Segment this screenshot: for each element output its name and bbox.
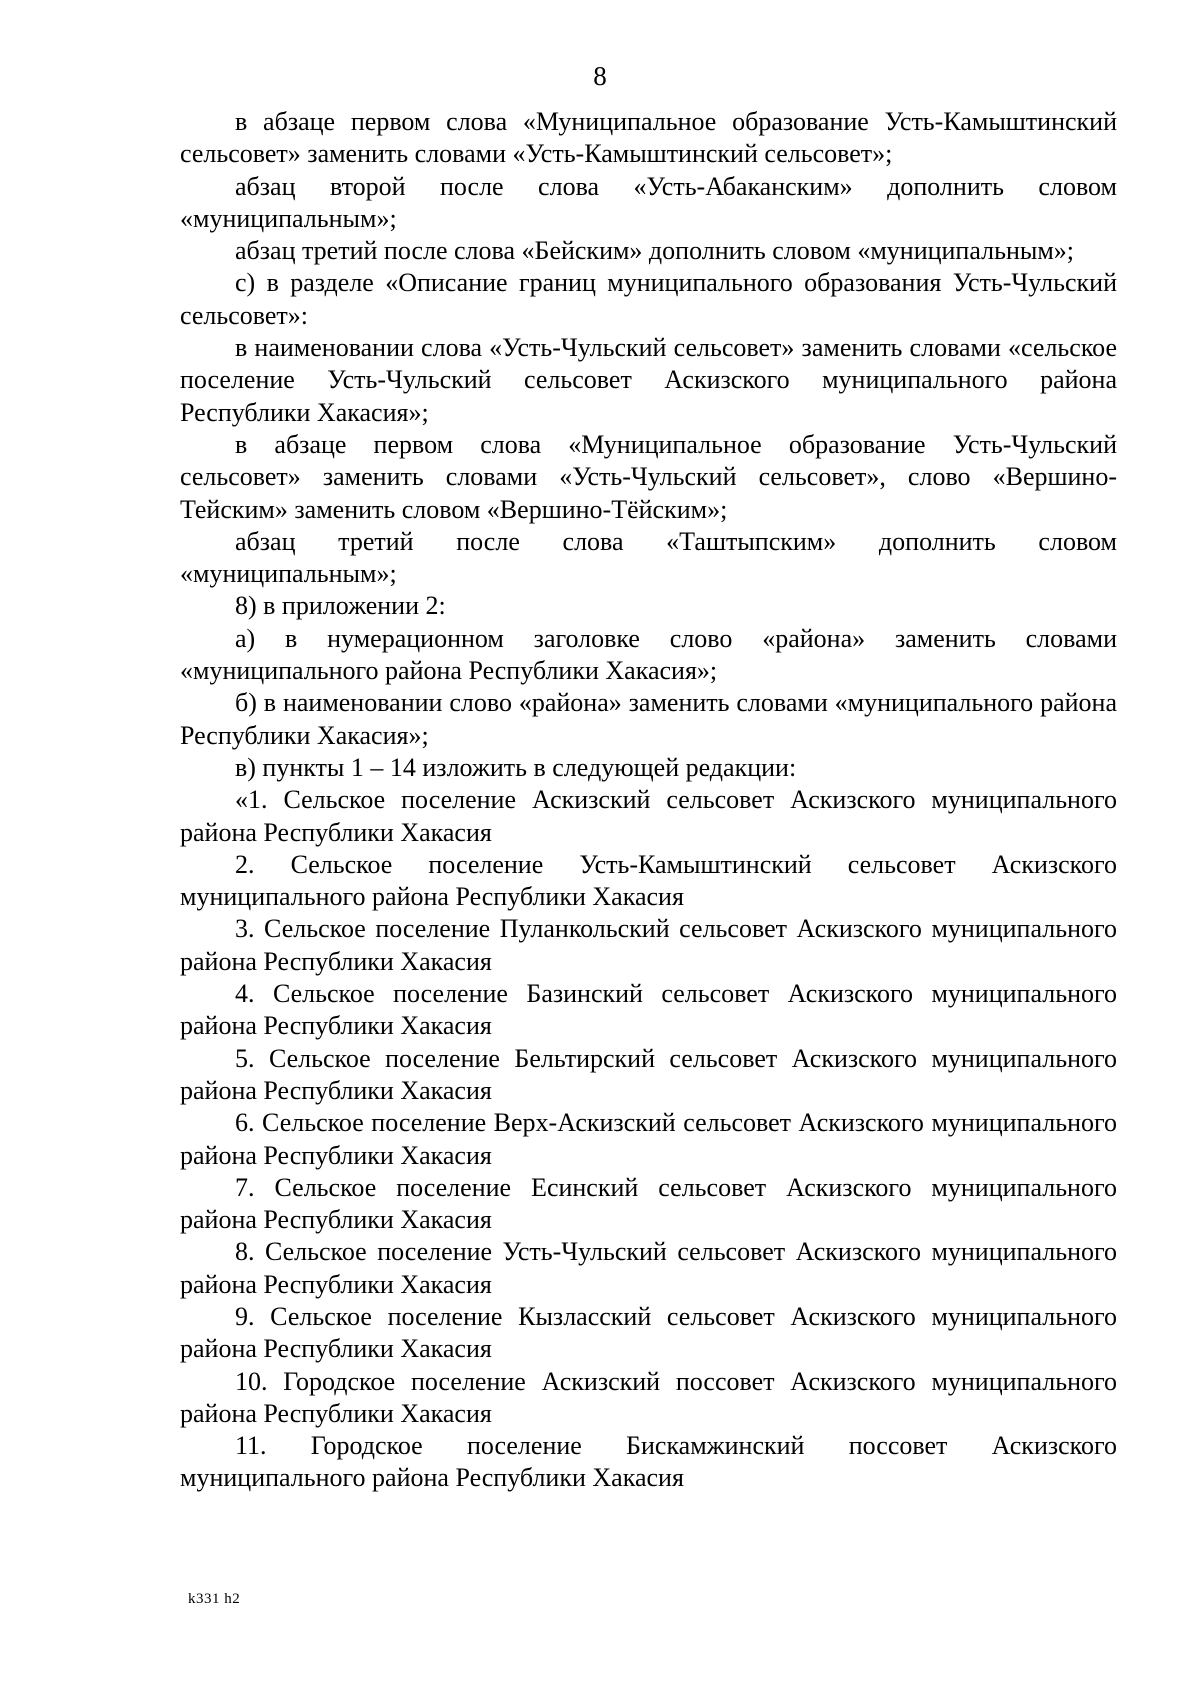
list-item: 9. Сельское поселение Кызласский сельсовет Аскизского муниципального района Республики Хакасия (180, 1301, 1117, 1364)
list-item: 3. Сельское поселение Пуланкольский сельсовет Аскизского муниципального района Республики Хакасия (180, 914, 1117, 976)
paragraph: а) в нумерационном заголовке слово «района» заменить словами «муниципального района Республики Хакасия»; (180, 623, 1117, 686)
list-item: «1. Сельское поселение Аскизский сельсовет Аскизского муниципального района Республики Хакасия (180, 785, 1117, 847)
paragraph: в абзаце первом слова «Муниципальное образование Усть-Чульский сельсовет» заменить словами «Усть-Чульский сельсовет», слово «Вершино-Тейским» заменить словом «Вершино-Тёйским»; (180, 429, 1117, 524)
paragraph: в наименовании слова «Усть-Чульский сельсовет» заменить словами «сельское поселение Усть-Чульский сельсовет Аскизского муниципального района Республики Хакасия»; (180, 333, 1117, 427)
list-item: 6. Сельское поселение Верх-Аскизский сельсовет Аскизского муниципального района Республики Хакасия (180, 1108, 1117, 1170)
list-item: 10. Городское поселение Аскизский поссовет Аскизского муниципального района Республики Хакасия (180, 1366, 1117, 1428)
list-item: 5. Сельское поселение Бельтирский сельсовет Аскизского муниципального района Республики Хакасия (180, 1043, 1117, 1105)
list-item: 4. Сельское поселение Базинский сельсовет Аскизского муниципального района Республики Хакасия (180, 979, 1117, 1041)
list-item: 8. Сельское поселение Усть-Чульский сельсовет Аскизского муниципального района Республики Хакасия (180, 1237, 1117, 1299)
paragraph: 8) в приложении 2: (235, 591, 446, 621)
document-body (180, 106, 1117, 1495)
paragraph: абзац третий после слова «Бейским» дополнить словом «муниципальным»; (235, 236, 1075, 266)
paragraph: с) в разделе «Описание границ муниципального образования Усть-Чульский сельсовет»: (180, 268, 1117, 330)
list-item: 11. Городское поселение Бискамжинский поссовет Аскизского муниципального района Республики Хакасия (180, 1431, 1117, 1493)
page-number: 8 (593, 61, 607, 91)
list-item: 2. Сельское поселение Усть-Камыштинский сельсовет Аскизского муниципального района Республики Хакасия (180, 849, 1117, 912)
paragraph: абзац третий после слова «Таштыпским» дополнить словом «муниципальным»; (180, 526, 1117, 589)
paragraph: в абзаце первом слова «Муниципальное образование Усть-Камыштинский сельсовет» заменить словами «Усть-Камыштинский сельсовет»; (180, 107, 1117, 169)
paragraph: в) пункты 1 – 14 изложить в следующей редакции: (235, 752, 797, 782)
list-item: 7. Сельское поселение Есинский сельсовет Аскизского муниципального района Республики Хакасия (180, 1172, 1117, 1235)
footer-code: k331 h2 (188, 1591, 241, 1607)
paragraph: абзац второй после слова «Усть-Абаканским» дополнить словом «муниципальным»; (180, 171, 1117, 233)
paragraph: б) в наименовании слово «района» заменить словами «муниципального района Республики Хакасия»; (180, 688, 1117, 750)
